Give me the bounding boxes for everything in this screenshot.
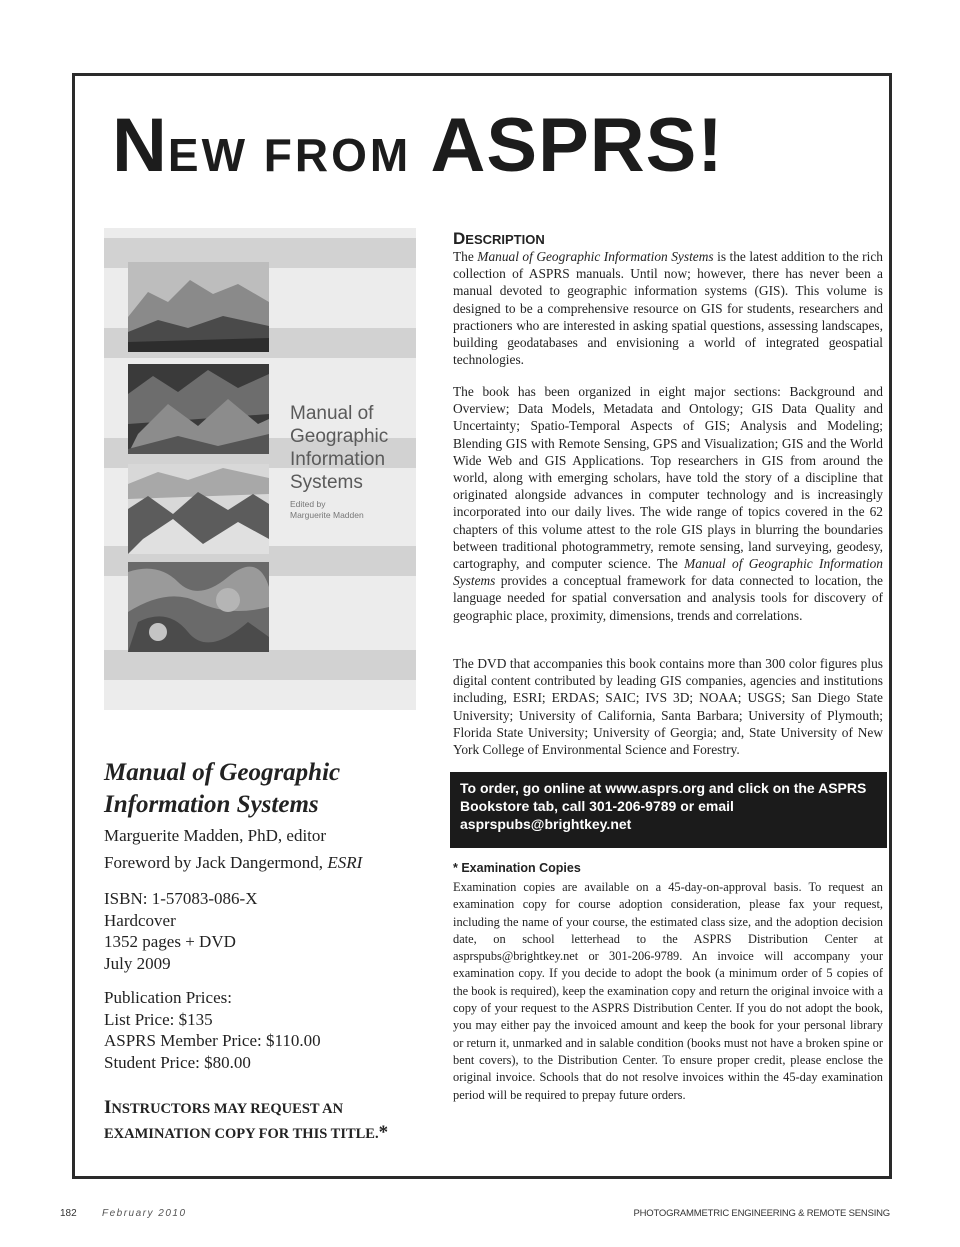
- book-title: Manual of Geographic Information Systems: [104, 759, 341, 818]
- book-pages: 1352 pages + DVD: [104, 932, 236, 951]
- headline-from: FROM: [263, 129, 412, 181]
- examination-copies-heading: * Examination Copies: [453, 861, 581, 875]
- headline-ew: EW: [167, 129, 248, 181]
- book-date: July 2009: [104, 953, 171, 973]
- description-heading: [453, 229, 545, 249]
- book-foreword: [104, 852, 362, 874]
- headline: [112, 103, 724, 188]
- book-isbn: ISBN: 1-57083-086-X: [104, 889, 258, 908]
- cover-stripe: [104, 650, 416, 680]
- cover-editor-name: Marguerite Madden: [290, 510, 364, 520]
- headline-initial-n: N: [112, 103, 168, 188]
- gis-map-image: [128, 562, 269, 652]
- order-info-box: To order, go online at www.asprs.org and click on the ASPRS Bookstore tab, call 301-206-9789 or email asprspubs@brightkey.net: [450, 772, 887, 848]
- instructors-text: NSTRUCTORS MAY REQUEST AN EXAMINATION COPY FOR THIS TITLE.: [104, 1101, 379, 1142]
- description-paragraph-2: [453, 383, 883, 624]
- prices-heading: Publication Prices:: [104, 988, 232, 1007]
- mountain-photo: [128, 262, 269, 352]
- cover-title: Manual of Geographic Information Systems: [290, 403, 389, 493]
- description-paragraph-3: The DVD that accompanies this book contains more than 300 color figures plus digital content contributed by leading GIS companies, agencies and institutions including, ESRI; ERDAS; SAIC; IVS 3D; NOAA; USGS; San Diego State University; University of California, Santa Barbara; University of Plymouth; Florida State University; University of Georgia; and, State University of New York College of Environmental Science and Forestry.: [453, 656, 883, 758]
- book-cover-image: [104, 228, 416, 710]
- description-paragraph-1: [453, 248, 883, 368]
- instructors-asterisk: *: [378, 1122, 389, 1143]
- instructors-note: [104, 1096, 414, 1146]
- issue-date: February 2010: [102, 1208, 187, 1219]
- book-title-italic: Manual of Geographic Information Systems: [453, 556, 883, 589]
- member-price: ASPRS Member Price: $110.00: [104, 1031, 321, 1050]
- book-title-italic: Manual of Geographic Information Systems: [477, 249, 714, 264]
- book-editor: Marguerite Madden, PhD, editor: [104, 826, 327, 845]
- student-price: Student Price: $80.00: [104, 1052, 251, 1072]
- journal-name: PHOTOGRAMMETRIC ENGINEERING & REMOTE SENSING: [633, 1208, 890, 1219]
- text: provides a conceptual framework for data connected to location, the language needed for spatial conversation and analysis tools for discovery of geographic place, proximity, dimensions, trends and correlations.: [453, 573, 883, 623]
- cover-edited-by: [290, 499, 410, 521]
- terrain-relief-image: [128, 364, 269, 454]
- examination-copies-text: Examination copies are available on a 45-day-on-approval basis. To request an examination copy for course adoption consideration, please fax your request, including the name of your course, the estimated class size, and the adoption decision date, on school letterhead to the ASPRS Distribution Center at asprspubs@brightkey.net or 301-206-9789. An invoice will accompany your examination copy. If you decide to adopt the book (a minimum order of 5 copies of the book is required), keep the examination copy and return the original invoice with a copy of your request to the ASPRS Distribution Center. If you do not adopt the book, you may either pay the invoiced amount and keep the book for your personal library or return it, unmarked and in salable condition (books must not have a broken spine or bent covers), to the Distribution Center. To ensure proper credit, please enclose the original invoice. Schools that do not resolve invoices within the 45-day examination period will be required to prepay future orders.: [453, 880, 883, 1102]
- text: The book has been organized in eight major sections: Background and Overview; Data Models, Metadata and Ontology; GIS Data Quality and Uncertainty; Spatio-Temporal Aspects of GIS; Analysis and Modeling; Blending GIS with Remote Sensing, GPS and Visualization; GIS and the World Wide Web and GIS Applications. Top researchers in GIS from around the world, along with emerging scholars, have told the story of a discipline that originated alongside advances in computer technology and is increasingly incorporated into our daily lives. The wide range of topics covered in the 62 chapters of this volume attest to the role GIS plays in blurring the boundaries between traditional photogrammetry, remote sensing, land surveying, geodesy, cartography, and computer science. The: [453, 384, 883, 572]
- foreword-org: ESRI: [327, 853, 363, 872]
- list-price: List Price: $135: [104, 1009, 213, 1029]
- description-heading-rest: ESCRIPTION: [465, 232, 545, 247]
- page-number: 182: [60, 1208, 77, 1219]
- instructors-initial: I: [104, 1097, 112, 1118]
- foreword-text: Foreword by Jack Dangermond,: [104, 853, 328, 872]
- description-heading-initial: D: [453, 229, 466, 248]
- headline-asprs: ASPRS!: [430, 103, 724, 188]
- cover-edited-by-label: Edited by: [290, 499, 326, 509]
- text: The: [453, 249, 478, 264]
- book-binding: Hardcover: [104, 910, 176, 930]
- satellite-terrain-image: [128, 464, 269, 554]
- text: is the latest addition to the rich collection of ASPRS manuals. Until now; however, there has never been a manual devoted to geographic information systems (GIS). This volume is designed to be a comprehensive resource on GIS for students, researchers and practioners who are interested in asking spatial questions, assessing landscapes, building geodatabases and envisioning a world of integrated geospatial technologies.: [453, 249, 883, 368]
